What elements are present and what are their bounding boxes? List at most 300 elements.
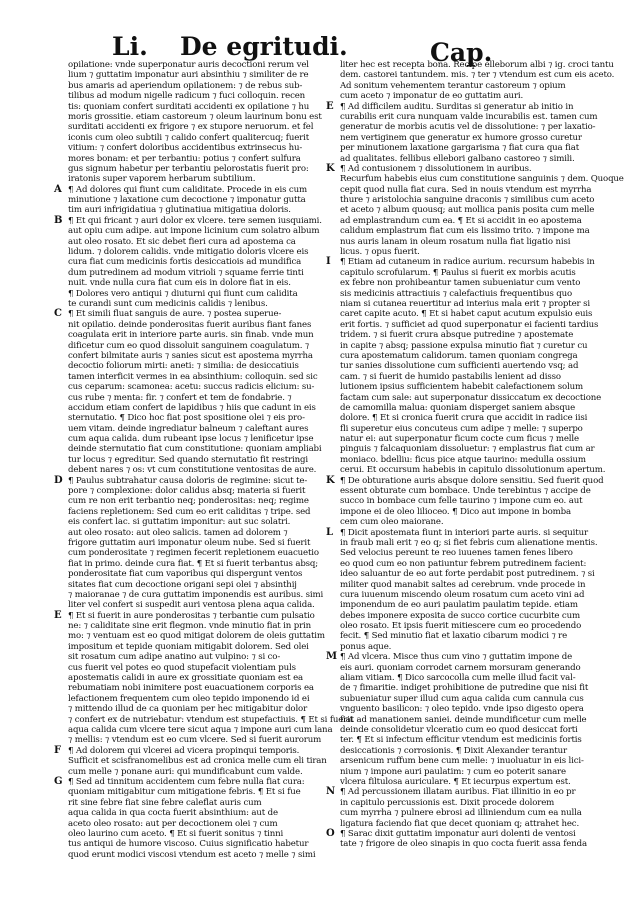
text-line (54, 775, 305, 787)
line-text: ¶ Ad vlcera. Misce thus cum vino ⁊ guttatim impone de (340, 652, 573, 663)
line-text: te curandi sunt cum medicinis calidis ⁊ lenibus. (68, 298, 268, 309)
line-text: ¶ Et si fuerit in aure ponderositas ⁊ terbantie cum pulsatio (68, 610, 315, 621)
line-text: nit opilatio. deinde ponderositas fuerit auribus fiant fanes (68, 319, 312, 330)
line-text: ¶ Et simili fluat sanguis de aure. ⁊ postea superue- (68, 309, 282, 320)
line-text: cus fuerit vel potes eo quod stupefacit violentiam puls (68, 662, 296, 673)
line-text: curabilis erit cura nunquam valde incurabilis est. tamen cum (340, 111, 598, 122)
text-line (340, 589, 585, 600)
line-text: surditati accidenti ex frigore ⁊ ex stupore neruorum. et fel (68, 122, 314, 133)
text-line (340, 746, 572, 756)
text-line (68, 600, 315, 611)
line-text: cam. ⁊ si fuerit de humido pastabilis lenient ad disso (340, 371, 561, 382)
text-line (340, 184, 592, 195)
marginal-section-letter: I (326, 256, 331, 268)
text-line (68, 808, 301, 818)
marginal-section-letter: O (326, 827, 335, 839)
text-line (68, 798, 301, 808)
line-text: accidum etiam confert de lapidibus ⁊ hiis que cadunt in eis (68, 402, 316, 413)
line-text: aut oleo rosato. Et sic debet fieri cura ad apostema ca (68, 236, 296, 247)
text-line (340, 309, 593, 320)
line-text: capitulo scrofularum. ¶ Paulus si fuerit ex morbis acutis (340, 267, 576, 278)
line-text: cerui. Et occursum habebis in capitulo dissolutionum apertum. (340, 465, 606, 476)
line-text: aut oleo rosato: aut oleo salicis. tamen ad dolorem ⁊ (68, 527, 288, 538)
line-text: debes imponere exposita de succo cortice cucurbite cum (340, 610, 580, 621)
text-line (340, 267, 576, 278)
line-text: pore ⁊ complexione: dolor calidus absq; materia si fuerit (68, 486, 306, 497)
text-line (68, 839, 309, 850)
text-line (326, 256, 595, 268)
line-text: nium ⁊ impone auri paulatim: ⁊ cum eo poterit sanare (340, 766, 566, 777)
text-line (340, 81, 572, 91)
line-text: sitates fiat cum decoctione origani sepi olei ⁊ absinthij (68, 579, 297, 590)
text-line (68, 371, 318, 382)
line-text: oleo rosato. Et ipsis fuerit mitiescere cum eo procedendo (340, 621, 582, 632)
line-text: ¶ Dolores vero antiqui ⁊ diuturni qui fiunt cum calidita (68, 288, 298, 299)
line-text: quod erunt modici viscosi vtendum est aceto ⁊ melle ⁊ simi (68, 849, 316, 860)
line-text: ¶ Paulus subtrahatur causa doloris de regimine: sicut te- (68, 475, 308, 486)
line-text: de camomilla malua: quoniam disperget saniem absque (340, 402, 576, 413)
text-line (68, 174, 301, 184)
line-text: bus amaris ad aperiendum opilationem: ⁊ de rebus sub- (68, 80, 303, 91)
text-line (340, 247, 572, 257)
text-line (326, 100, 574, 112)
text-line (340, 434, 579, 445)
text-line (68, 641, 309, 652)
text-line (340, 725, 578, 735)
right-text-column (326, 60, 624, 892)
text-line (68, 569, 301, 579)
line-text: fiat in primo. deinde cura fiat. ¶ Et si fuerit terbantus absq; (68, 558, 319, 569)
line-text: ⁊ confert ex de nutriebatur: vtendum est stupefactiuis. ¶ Et si fuerit (68, 714, 354, 725)
text-line (68, 237, 301, 247)
text-line (340, 454, 586, 465)
line-text: ¶ Dicit apostemata fiunt in interiori parte auris. si sequitur (340, 527, 588, 538)
text-line (68, 278, 301, 288)
marginal-section-letter: G (54, 775, 63, 787)
line-text: ideo saluantur de eo aut forte perdabit post putredinem. ⁊ si (340, 569, 595, 580)
line-text: iconis cum oleo subtili ⁊ calido confert qualitercuq; fuerit (68, 132, 309, 143)
line-text: quoniam mitigabitur cum mitigatione febris. ¶ Et si fue (68, 787, 301, 798)
line-text: cus ceparum: scamonea: acetu: succus radicis elicium: su- (68, 382, 315, 393)
line-text: aqua calida cum vlcere tere sicut aqua ⁊ impone auri cum lana (68, 725, 333, 735)
line-text: dificetur cum eo quod dissoluit sanguinem coagulatum. ⁊ (68, 340, 310, 351)
text-line (340, 579, 586, 590)
line-text: sit rosatum cum adipe anatino aut vulpino: ⁊ si co- (68, 652, 281, 663)
text-line (340, 486, 591, 497)
line-text: debent nares ⁊ os: vt cum constitutione ventositas de aure. (68, 465, 317, 476)
line-text: tur sanies dissolutione cum sufficienti auertendo vsq; ad (340, 361, 579, 372)
text-line (326, 474, 604, 486)
text-line (340, 683, 589, 694)
text-line (340, 402, 576, 413)
text-line (326, 786, 576, 798)
line-text: tamen interficit vermes in ea absinthium: colloquin. sed sic (68, 371, 318, 382)
text-line (340, 517, 572, 527)
text-line (68, 767, 301, 777)
line-text: nus auris lanam in oleum rosatum nulla fiat ligatio nisi (340, 236, 571, 247)
text-line (340, 215, 582, 226)
text-line (68, 226, 320, 237)
text-line (340, 537, 598, 548)
text-line (68, 81, 301, 91)
marginal-section-letter: L (326, 526, 333, 538)
text-line (326, 162, 572, 174)
text-line (54, 744, 301, 756)
text-line (68, 849, 316, 860)
text-line (68, 537, 311, 548)
running-title: De egritudi. (180, 32, 348, 61)
text-line (340, 642, 572, 652)
text-line (340, 818, 580, 829)
text-line (68, 330, 314, 341)
text-line (340, 735, 582, 746)
text-line (68, 683, 314, 694)
line-text: eo quod cum eo non patiuntur febrem putredinem facient: (340, 558, 587, 569)
text-line (340, 631, 572, 641)
line-text: dolore. ¶ Et si cronica fuerit crura que accidit in radice iisi (340, 413, 588, 424)
line-text: lidum. ⁊ dolorem calidis. vnde mitigatio doloris vlcere eis (68, 247, 309, 258)
line-text: oleo laurino cum aceto. ¶ Et si fuerit sonitus ⁊ tinni (68, 828, 284, 839)
text-line (340, 423, 583, 434)
line-text: tridem. ⁊ si fuerit crura absque putredine ⁊ apostemate (340, 330, 574, 341)
line-text: in capite ⁊ absq; passione expulsa minutio fiat ⁊ curetur cu (340, 340, 588, 351)
text-line (68, 361, 301, 371)
text-line (326, 526, 588, 538)
line-text: de ⁊ fimaritie. indiget prohibitione de putredine que nisi fit (340, 683, 589, 694)
line-text: ¶ Sarac dixit guttatim imponatur auri dolenti de ventosi (340, 828, 576, 839)
text-line (68, 444, 322, 455)
text-line (340, 600, 578, 611)
line-text: cum ponderositate ⁊ regimen fecerit repletionem euacuetio (68, 548, 319, 559)
text-line (68, 819, 301, 829)
text-line (68, 350, 313, 361)
text-line (68, 402, 316, 413)
text-line (340, 465, 606, 476)
line-text: cura apostematum calidorum. tamen quoniam congrega (340, 350, 578, 361)
line-text: dem. castorei tantundem. mis. ⁊ ter ⁊ vtendum est cum eis aceto. (340, 70, 615, 81)
text-line (326, 827, 576, 839)
text-line (68, 122, 314, 133)
chapter-heading: Cap. (430, 38, 493, 67)
line-text: lutionem ipsius sufficientem habebit calefactionem solum (340, 382, 583, 393)
text-line (340, 361, 579, 372)
line-text: erit fortis. ⁊ sufficiet ad quod superponatur ei facienti tardius (340, 319, 599, 330)
text-line (340, 610, 580, 621)
text-line (54, 474, 308, 486)
line-text: in fraub mali erit ⁊ eo q; si fiet febris cum alienatione mentis. (340, 537, 598, 548)
line-text: ad qualitates. fellibus ellebori galbano castoreo ⁊ simili. (340, 153, 575, 164)
text-line (340, 237, 572, 247)
text-line (340, 496, 583, 507)
text-line (340, 798, 572, 808)
text-line (340, 413, 588, 424)
text-line (340, 693, 584, 704)
text-line (340, 143, 580, 154)
line-text: rebumatiam nobi inimitere post euacuationem corporis ea (68, 683, 314, 694)
text-line (340, 70, 615, 81)
text-line (68, 154, 301, 164)
text-line (68, 299, 301, 309)
folio-number: Li. (112, 32, 148, 61)
text-line (68, 725, 333, 735)
line-text: ⁊ mellis: ⁊ vtendum est eo cum vlcere. Sed si fuerit aurorum (68, 735, 322, 746)
line-text: ¶ Ad dolores qui fiunt cum caliditate. Procede in eis cum (68, 184, 307, 195)
line-text: tim auri infrigidatiua ⁊ glutinatiua mitigatiua doloris. (68, 205, 291, 216)
line-text: et aceto ⁊ album quousq; aut mollica panis posita cum melle (340, 205, 595, 216)
text-line (68, 496, 309, 507)
line-text: tilibus ad modum nigelle radicum ⁊ fuci colloquin. recen (68, 91, 306, 102)
line-text: thure ⁊ aristolochia sanguine draconis ⁊ similibus cum aceto (340, 195, 595, 206)
text-line (68, 517, 301, 527)
line-text: fiat ad manationem saniei. deinde mundificetur cum melle (340, 714, 587, 725)
text-line (340, 330, 572, 340)
marginal-section-letter: C (54, 308, 62, 320)
text-line (340, 372, 572, 382)
line-text: minutione ⁊ laxatione cum decoctione ⁊ imponatur gutta (68, 195, 306, 206)
line-text: decoctio foliorum mirti: aneti: ⁊ similia: de desiccatiuis (68, 361, 299, 372)
line-text: uem vitam. deinde ingrediatur balneum ⁊ caleftant aures (68, 423, 309, 434)
marginal-section-letter: K (326, 162, 335, 174)
text-line (340, 704, 584, 715)
line-text: subueniatur super illud cum aqua calida cum cannula cus (340, 693, 584, 704)
text-line (340, 289, 572, 299)
line-text: caret capite acuto. ¶ Et si habet caput acutum expulsio euis (340, 309, 593, 320)
line-text: impositum et tepide quoniam mitigabit dolorem. Sed olei (68, 641, 309, 652)
line-text: ponus aque. (340, 641, 392, 652)
text-line (68, 829, 301, 839)
text-line (68, 589, 324, 600)
text-line (68, 413, 305, 424)
line-text: factam cum sale: aut superponatur dissiccatum ex decoctione (340, 392, 602, 403)
line-text: cem cum oleo maiorane. (340, 517, 444, 528)
marginal-section-letter: E (326, 100, 334, 112)
line-text: militer quod manabit saltes ad cerebrum. vnde procede in (340, 579, 586, 590)
text-line (68, 580, 301, 590)
text-line (68, 673, 301, 683)
text-line (68, 704, 308, 715)
marginal-section-letter: A (54, 183, 62, 195)
line-text: cum myrrha ⁊ pulnere ebrosi ad illiniendum cum ea nulla (340, 808, 582, 819)
text-line (68, 735, 322, 746)
text-line (340, 298, 590, 309)
line-text: cum aqua calida. dum rubeant ipse locus ⁊ lenificetur ipse (68, 434, 314, 445)
text-line (68, 528, 301, 538)
text-line (340, 350, 578, 361)
line-text: deinde sternutatio fiat cum constitutione: quoniam ampliabi (68, 444, 322, 455)
line-text: natur ei: aut superponatur ficum cocte cum ficus ⁊ melle (340, 434, 579, 445)
line-text: ⁊ mittendo illud de ca quoniam per hec mitigabitur dolor (68, 704, 308, 715)
text-line (68, 506, 311, 517)
line-text: moniaco. bdelliu: ficus pice atque taurino: medulla ossium (340, 454, 586, 465)
text-line (340, 621, 582, 632)
line-text: aqua calida in qua cocta fuerit absinthium: aut de (68, 808, 278, 819)
text-line (68, 714, 354, 725)
line-text: pinguis ⁊ falcaquoniam dissoluetur: ⁊ emplastrus fiat cum ar (340, 444, 595, 455)
text-line (68, 289, 301, 299)
line-text: niam si cutanea reuertitur ad interius mala erit ⁊ propter si (340, 298, 590, 309)
line-text: confert bilmitate auris ⁊ sanies sicut est apostema myrrha (68, 350, 313, 361)
text-line (340, 340, 588, 351)
line-text: mo: ⁊ ventuam est eo quod mitigat dolorem de oleis guttatim (68, 631, 325, 642)
text-line (340, 205, 595, 216)
text-line (340, 673, 576, 684)
text-line (68, 132, 309, 143)
line-text: eis auri. quoniam corrodet carnem morsuram generando (340, 662, 581, 673)
line-text: frigore guttatim auri imponatur oleum nube. Sed si fuerit (68, 537, 311, 548)
line-text: generatur de morbis acutis vel de dissolutione: ⁊ per laxatio- (340, 122, 596, 133)
line-text: vlcera filtulosa auriculare. ¶ Et iecurpus expertum est. (340, 776, 571, 787)
text-line (68, 101, 310, 112)
text-line (68, 143, 301, 153)
line-text: succo in bombace cum felle taurino ⁊ impone cum eo. aut (340, 496, 583, 507)
text-line (68, 434, 314, 445)
line-text: licus. ⁊ opus fuerit. (340, 247, 420, 258)
text-line (68, 111, 322, 122)
text-line (68, 454, 308, 465)
marginal-section-letter: K (326, 474, 335, 486)
text-line (340, 153, 575, 164)
line-text: per minutionem laxatione gargarisma ⁊ fiat cura qua fiat (340, 143, 580, 154)
text-line (68, 621, 312, 632)
marginal-section-letter: E (54, 609, 62, 621)
text-line (68, 558, 319, 569)
text-line (340, 132, 582, 143)
text-line (340, 548, 572, 558)
line-text: opilatione: vnde superponatur auris decoctioni rerum vel (68, 60, 309, 70)
line-text: ¶ Ad difficilem auditu. Surditas si generatur ab initio in (340, 101, 574, 112)
line-text: lium ⁊ guttatim imponatur auri absinthiu ⁊ similiter de re (68, 70, 309, 81)
text-line (68, 465, 317, 476)
text-line (340, 91, 572, 101)
line-text: lefactionem frequentem cum oleo tepido imponendo id ei (68, 693, 310, 704)
text-line (68, 486, 306, 497)
line-text: imponendum de eo auri paulatim paulatim tepide. etiam (340, 600, 578, 611)
line-text: gus signum habetur per terbantiu pelorostatis fuerit pro: (68, 163, 309, 174)
line-text: cum melle ⁊ ponane auri: qui mundificabunt cum valde. (68, 766, 303, 777)
line-text: impone ei de oleo lilioceo. ¶ Dico aut impone in bomba (340, 506, 571, 517)
text-line (54, 183, 307, 195)
line-text: ¶ Etiam ad cutaneum in radice aurium. recursum habebis in (340, 257, 595, 268)
line-text: fli superetur eius concuteus cum adipe ⁊ melle: ⁊ superpo (340, 423, 583, 434)
text-line (340, 392, 602, 403)
text-line (68, 756, 327, 767)
text-line (68, 70, 309, 81)
line-text: nuit. vnde nulla cura fiat cum eis in dolore fiat in eis. (68, 278, 291, 289)
text-line (68, 195, 306, 206)
text-line (68, 267, 304, 278)
line-text: liter vel confert si suspedit auri ventosa plena aqua calida. (68, 600, 315, 611)
line-text: ter. ¶ Et si infectum efficitur vtendum est medicinis fortis (340, 735, 582, 746)
text-line (340, 226, 590, 237)
line-text: ¶ Ad contusionem ⁊ dissolutionem in auribus. (340, 163, 532, 174)
line-text: liter hec est recepta bona. Recipe elleborum albi ⁊ ig. croci tantu (340, 60, 614, 70)
marginal-section-letter: B (54, 214, 63, 226)
text-line (340, 662, 581, 673)
text-line (326, 651, 573, 663)
text-line (340, 714, 587, 725)
line-text: aceto oleo rosato: aut per decoctionem olei ⁊ cum (68, 818, 278, 829)
line-text: ¶ Ad percussionem illatam auribus. Fiat illinitio in eo pr (340, 787, 576, 798)
text-line (340, 111, 598, 122)
text-line (68, 393, 301, 403)
line-text: fecit. ¶ Sed minutio fiat et laxatio cibarum modici ⁊ re (340, 631, 568, 642)
line-text: desiccationis ⁊ corrosionis. ¶ Dixit Alexander terantur (340, 745, 567, 756)
text-line (68, 787, 301, 797)
line-text: deinde consolidetur vlceratio cum eo quod desiccat forti (340, 725, 578, 735)
line-text: sternutatio. ¶ Dico hoc fiat post spositione olei ⁊ eis pro- (68, 413, 305, 424)
line-text: ne: ⁊ caliditate sine erit flegmon. vnde minutio fiat in prin (68, 621, 312, 632)
text-line (68, 423, 309, 434)
text-line (68, 247, 309, 258)
text-line (340, 60, 614, 70)
text-line (68, 693, 310, 704)
text-line (340, 444, 595, 455)
line-text: iratonis super vaporem herbarum subtilium. (68, 174, 256, 185)
text-line (340, 278, 581, 289)
text-line (340, 569, 595, 580)
text-line (68, 382, 315, 393)
line-text: faciens repletionem: Sed cum eo erit caliditas ⁊ tripe. sed (68, 506, 311, 517)
line-text: tur locus ⁊ egreditur. Sed quando sternutatio fit restringi (68, 454, 308, 465)
text-line (340, 195, 595, 206)
text-line (340, 122, 596, 133)
line-text: eis confert lac. si guttatim imponitur: aut suc solatri. (68, 517, 291, 528)
line-text: Sufficit et scisfranomelibus est ad cronica melle cum eli tiran (68, 756, 327, 767)
line-text: cepit quod nulla fiat cura. Sed in nouis vtendum est myrrha (340, 184, 592, 195)
line-text: Ad sonitum vehementem terantur castoreum ⁊ opium (340, 80, 566, 91)
line-text: calidum emplastrum fiat cum eis lissimo trito. ⁊ impone ma (340, 226, 590, 237)
line-text: nem vertiginem que generatur ex humore grosso curetur (340, 132, 582, 143)
text-line (68, 60, 309, 70)
text-line (340, 839, 587, 850)
line-text: cus rube ⁊ menta: fir. ⁊ confert et tem de fondabrie. ⁊ (68, 392, 292, 403)
text-line (340, 808, 582, 819)
text-line (68, 631, 325, 642)
line-text: sis medicinis attractiuis ⁊ calefactiuis frequentibus quo (340, 288, 573, 299)
line-text: tis: quoniam confert surditati accidenti ex opilatione ⁊ hu (68, 101, 310, 112)
line-text: tus antiqui de humore viscoso. Cuius significatio habetur (68, 839, 309, 850)
text-line (340, 319, 599, 330)
line-text: Sed velocius pereunt te reo iuuenes tamen fenes libero (340, 548, 573, 559)
text-line (340, 558, 587, 569)
marginal-section-letter: M (326, 651, 337, 663)
marginal-section-letter: F (54, 744, 61, 756)
text-line (54, 308, 301, 320)
line-text: vnguento basilicon: ⁊ oleo tepido. vnde ipso digesto opera (340, 704, 584, 715)
line-text: ligatura faciendo fiat que decet quoniam q; attrahet hec. (340, 818, 580, 829)
text-line (68, 340, 310, 351)
left-text-column (54, 60, 354, 892)
line-text: tate ⁊ frigore de oleo sinapis in quo cocta fuerit assa fenda (340, 839, 587, 850)
line-text: aut opiu cum adipe. aut impone licinium cum solatro album (68, 226, 320, 237)
line-text: ¶ Ad dolorem qui vlcerei ad vicera propinqui temporis. (68, 745, 300, 756)
line-text: cum aceto ⁊ imponatur de eo guttatim auri. (340, 91, 524, 102)
marginal-section-letter: N (326, 786, 335, 798)
text-line (340, 777, 572, 787)
text-line (340, 507, 572, 517)
text-line (340, 174, 624, 185)
text-line (68, 257, 301, 267)
line-text: ex febre non prohibeantur tamen subueniatur cum vento (340, 278, 581, 289)
text-line (340, 756, 584, 767)
text-line (68, 663, 301, 673)
text-line (68, 163, 309, 174)
text-line (340, 767, 572, 777)
line-text: mores bonam: et per terbantiu: potius ⁊ confert sulfura (68, 153, 301, 164)
line-text: arsenicum ruffum bene cum melle: ⁊ inuoluatur in eis lici- (340, 756, 584, 767)
text-line (68, 91, 306, 102)
marginal-section-letter: D (54, 474, 63, 486)
